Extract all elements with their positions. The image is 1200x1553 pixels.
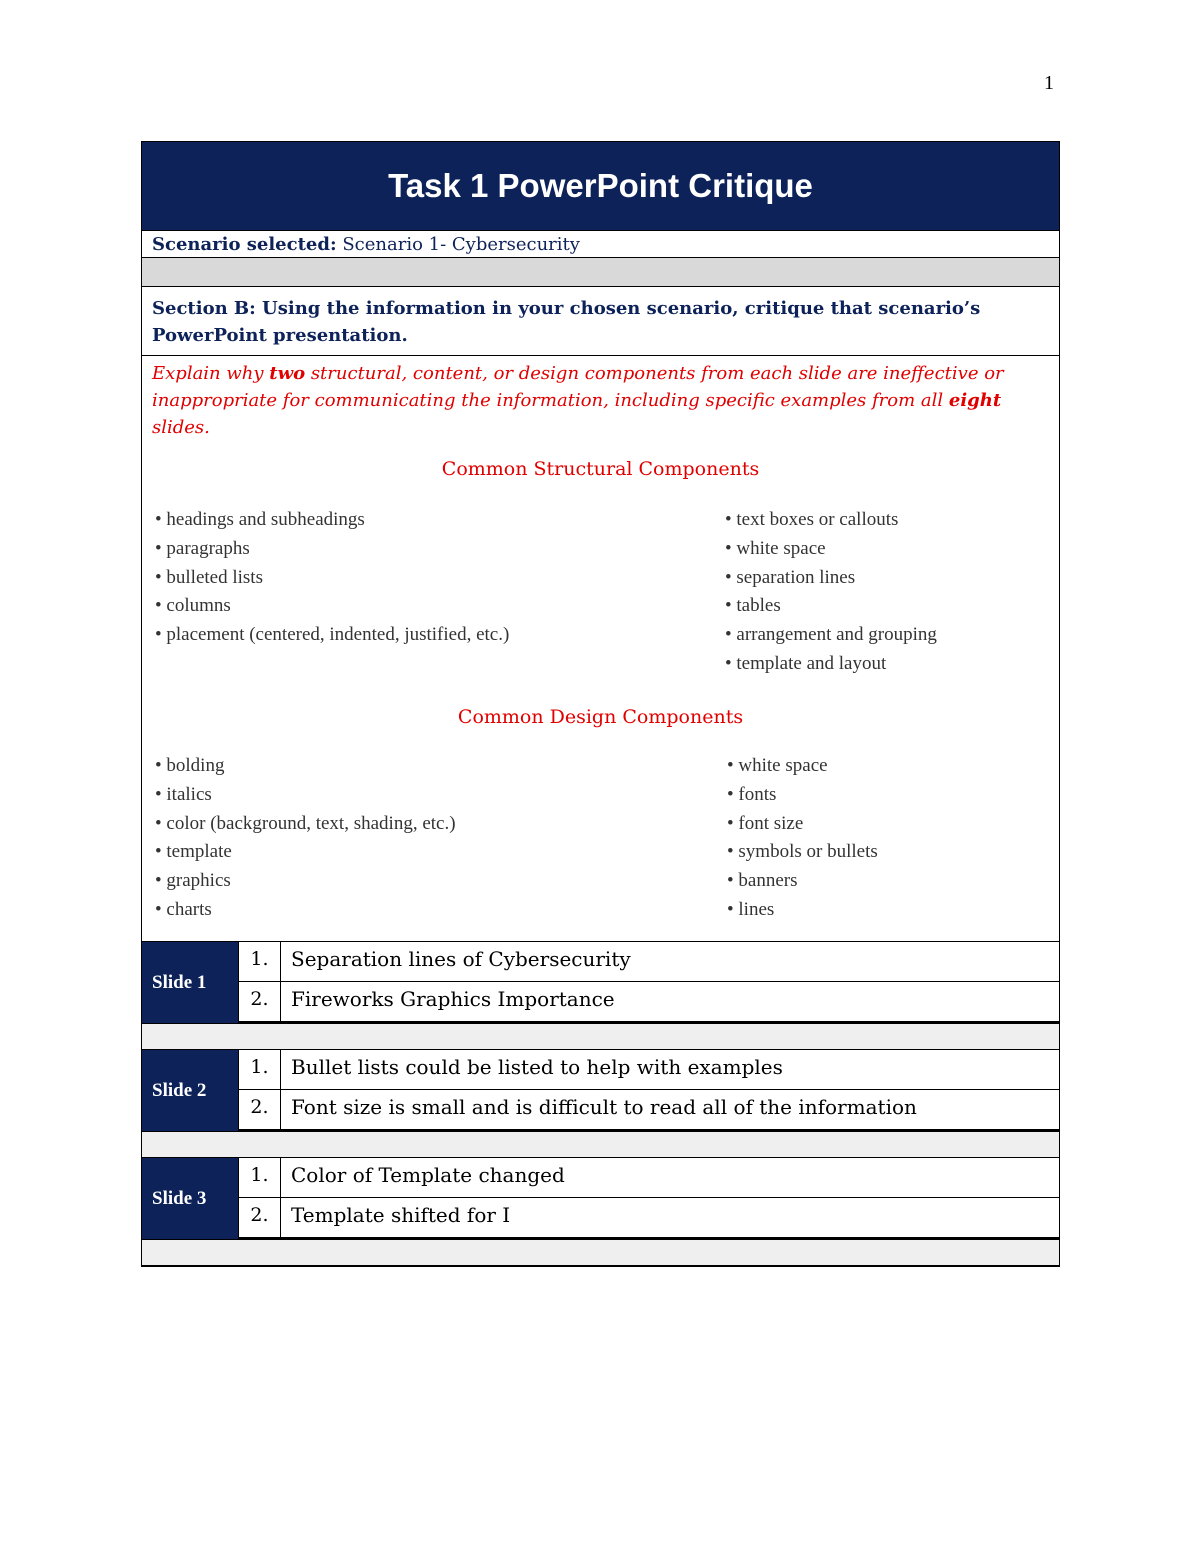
structural-component-item: • headings and subheadings — [155, 506, 509, 535]
design-component-item: • bolding — [155, 752, 456, 781]
item-number: 2. — [238, 1198, 281, 1237]
slide-label: Slide 3 — [142, 1158, 238, 1239]
spacer-row — [142, 1023, 1059, 1049]
slide-row — [142, 1157, 1059, 1239]
explain-text-1: Explain why — [152, 363, 270, 384]
design-component-item: • fonts — [727, 781, 878, 810]
structural-component-item: • bulleted lists — [155, 564, 509, 593]
design-component-item: • font size — [727, 810, 878, 839]
structural-component-item: • arrangement and grouping — [725, 621, 937, 650]
scenario-label: Scenario selected: — [152, 234, 337, 255]
scenario-value[interactable]: Scenario 1- Cybersecurity — [342, 234, 580, 255]
explain-instructions — [152, 360, 1049, 441]
item-number: 2. — [238, 1090, 281, 1129]
structural-component-item: • placement (centered, indented, justified, etc.) — [155, 621, 509, 650]
structural-component-item: • columns — [155, 592, 509, 621]
structural-component-item: • paragraphs — [155, 535, 509, 564]
critique-form — [141, 141, 1060, 1267]
structural-component-item: • tables — [725, 592, 937, 621]
critique-item — [238, 1198, 1059, 1239]
spacer-row — [142, 1239, 1059, 1265]
slide-row — [142, 1049, 1059, 1131]
item-number: 1. — [238, 1158, 281, 1197]
page-title: Task 1 PowerPoint Critique — [142, 142, 1059, 230]
structural-component-item: • text boxes or callouts — [725, 506, 937, 535]
structural-list-left — [155, 506, 509, 650]
explain-text-3: slides. — [152, 417, 210, 438]
critique-text-cell[interactable]: Fireworks Graphics Importance — [291, 987, 615, 1011]
explain-section — [142, 355, 1059, 941]
slide-row — [142, 941, 1059, 1023]
critique-item — [238, 1158, 1059, 1198]
slide-label: Slide 2 — [142, 1050, 238, 1131]
structural-component-item: • template and layout — [725, 650, 937, 679]
critique-text-cell[interactable]: Separation lines of Cybersecurity — [291, 947, 631, 971]
slide-items — [238, 1158, 1059, 1239]
design-list-left — [155, 752, 456, 925]
structural-component-item: • separation lines — [725, 564, 937, 593]
gray-divider — [142, 257, 1059, 286]
item-number: 1. — [238, 942, 281, 981]
design-component-item: • symbols or bullets — [727, 838, 878, 867]
scenario-row — [142, 230, 1059, 257]
structural-list-right — [725, 506, 937, 679]
design-component-item: • italics — [155, 781, 456, 810]
page-number: 1 — [1044, 72, 1054, 94]
design-component-item: • template — [155, 838, 456, 867]
critique-item — [238, 1090, 1059, 1131]
critique-item — [238, 982, 1059, 1023]
design-component-item: • color (background, text, shading, etc.) — [155, 810, 456, 839]
item-number: 1. — [238, 1050, 281, 1089]
slide-label: Slide 1 — [142, 942, 238, 1023]
design-component-item: • lines — [727, 896, 878, 925]
critique-text-cell[interactable]: Font size is small and is difficult to read all of the information — [291, 1095, 917, 1119]
critique-text-cell[interactable]: Bullet lists could be listed to help with examples — [291, 1055, 783, 1079]
section-b-instructions: Section B: Using the information in your chosen scenario, critique that scenario’s PowerPoint presentation. — [142, 286, 1059, 355]
slide-items — [238, 942, 1059, 1023]
critique-text-cell[interactable]: Color of Template changed — [291, 1163, 565, 1187]
slide-items — [238, 1050, 1059, 1131]
item-number: 2. — [238, 982, 281, 1021]
explain-bold-two: two — [269, 363, 306, 384]
explain-bold-eight: eight — [948, 390, 1002, 411]
design-list-right — [727, 752, 878, 925]
spacer-row — [142, 1131, 1059, 1157]
explain-text-2: structural, content, or design components from each slide are ineffective or inappropriate for communicating the information, including specific examples from all — [152, 363, 1004, 411]
critique-item — [238, 1050, 1059, 1090]
critique-text-cell[interactable]: Template shifted for I — [291, 1203, 511, 1227]
slides-table — [142, 941, 1059, 1265]
design-component-item: • charts — [155, 896, 456, 925]
design-component-item: • white space — [727, 752, 878, 781]
design-heading: Common Design Components — [457, 706, 744, 728]
design-component-item: • banners — [727, 867, 878, 896]
design-component-item: • graphics — [155, 867, 456, 896]
structural-heading: Common Structural Components — [441, 458, 760, 480]
critique-item — [238, 942, 1059, 982]
structural-component-item: • white space — [725, 535, 937, 564]
